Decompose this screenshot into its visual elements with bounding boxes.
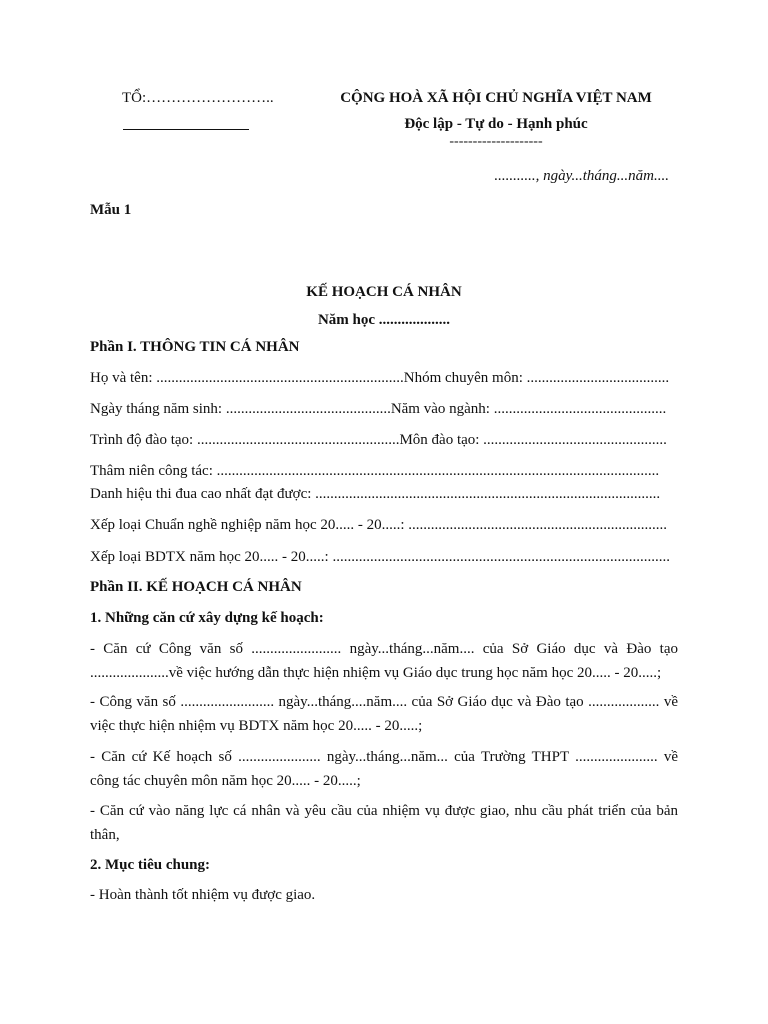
basis-line: - Căn cứ Kế hoạch số ...................... ngày...tháng...năm... của Trường THPT ...................... về: [90, 749, 678, 765]
basis-line: việc thực hiện nhiệm vụ BDTX năm học 20..... - 20.....;: [90, 718, 423, 734]
field-name-group: Họ và tên: ..................................................................Nhóm chuyên môn: ......................................: [90, 370, 670, 386]
basis-item: [90, 799, 678, 847]
section1-heading: 1. Những căn cứ xây dựng kế hoạch:: [90, 610, 324, 626]
form-code: Mẫu 1: [90, 202, 132, 218]
field-seniority: Thâm niên công tác: ......................................................................................................................: [90, 463, 660, 479]
basis-item: [90, 690, 678, 738]
department-underline: [123, 129, 249, 130]
basis-line: thân,: [90, 827, 120, 843]
school-year: Năm học ...................: [317, 312, 451, 328]
basis-line: - Căn cứ vào năng lực cá nhân và yêu cầu của nhiệm vụ được giao, nhu cầu phát triển của bản: [90, 803, 678, 819]
field-education-subject: Trình độ đào tạo: ......................................................Môn đào tạo: .................................................: [90, 432, 667, 448]
field-bdtx-rating: Xếp loại BDTX năm học 20..... - 20.....: ..........................................................................................: [90, 549, 670, 565]
basis-line: - Công văn số ......................... ngày...tháng....năm.... của Sở Giáo dục và Đào tạo ................... về: [90, 694, 678, 710]
basis-line: .....................về việc hướng dẫn thực hiện nhiệm vụ Giáo dục trung học năm học 20..... - 20.....;: [90, 665, 662, 681]
basis-item: [90, 745, 678, 793]
field-professional-standard: Xếp loại Chuẩn nghề nghiệp năm học 20..... - 20.....: .....................................................................: [90, 517, 668, 533]
basis-line: - Căn cứ Công văn số ........................ ngày...tháng...năm.... của Sở Giáo dục và Đào tạo: [90, 641, 678, 657]
basis-line: công tác chuyên môn năm học 20..... - 20.....;: [90, 773, 361, 789]
field-highest-award: Danh hiệu thi đua cao nhất đạt được: ............................................................................................: [90, 486, 661, 502]
basis-item: [90, 637, 678, 685]
part1-heading: Phần I. THÔNG TIN CÁ NHÂN: [90, 339, 300, 355]
national-motto: Độc lập - Tự do - Hạnh phúc: [404, 116, 588, 132]
section2-heading: 2. Mục tiêu chung:: [90, 857, 210, 873]
part2-heading: Phần II. KẾ HOẠCH CÁ NHÂN: [90, 579, 302, 595]
motto-divider: --------------------: [449, 134, 543, 149]
department-label: TỔ:……………………..: [122, 90, 274, 106]
field-birthdate-start-year: Ngày tháng năm sinh: ............................................Năm vào ngành: ..............................................: [90, 401, 667, 417]
goal-item: - Hoàn thành tốt nhiệm vụ được giao.: [90, 887, 316, 903]
date-line: ..........., ngày...tháng...năm....: [494, 168, 669, 184]
document-title: KẾ HOẠCH CÁ NHÂN: [306, 284, 462, 300]
country-name: CỘNG HOÀ XÃ HỘI CHỦ NGHĨA VIỆT NAM: [340, 90, 652, 106]
